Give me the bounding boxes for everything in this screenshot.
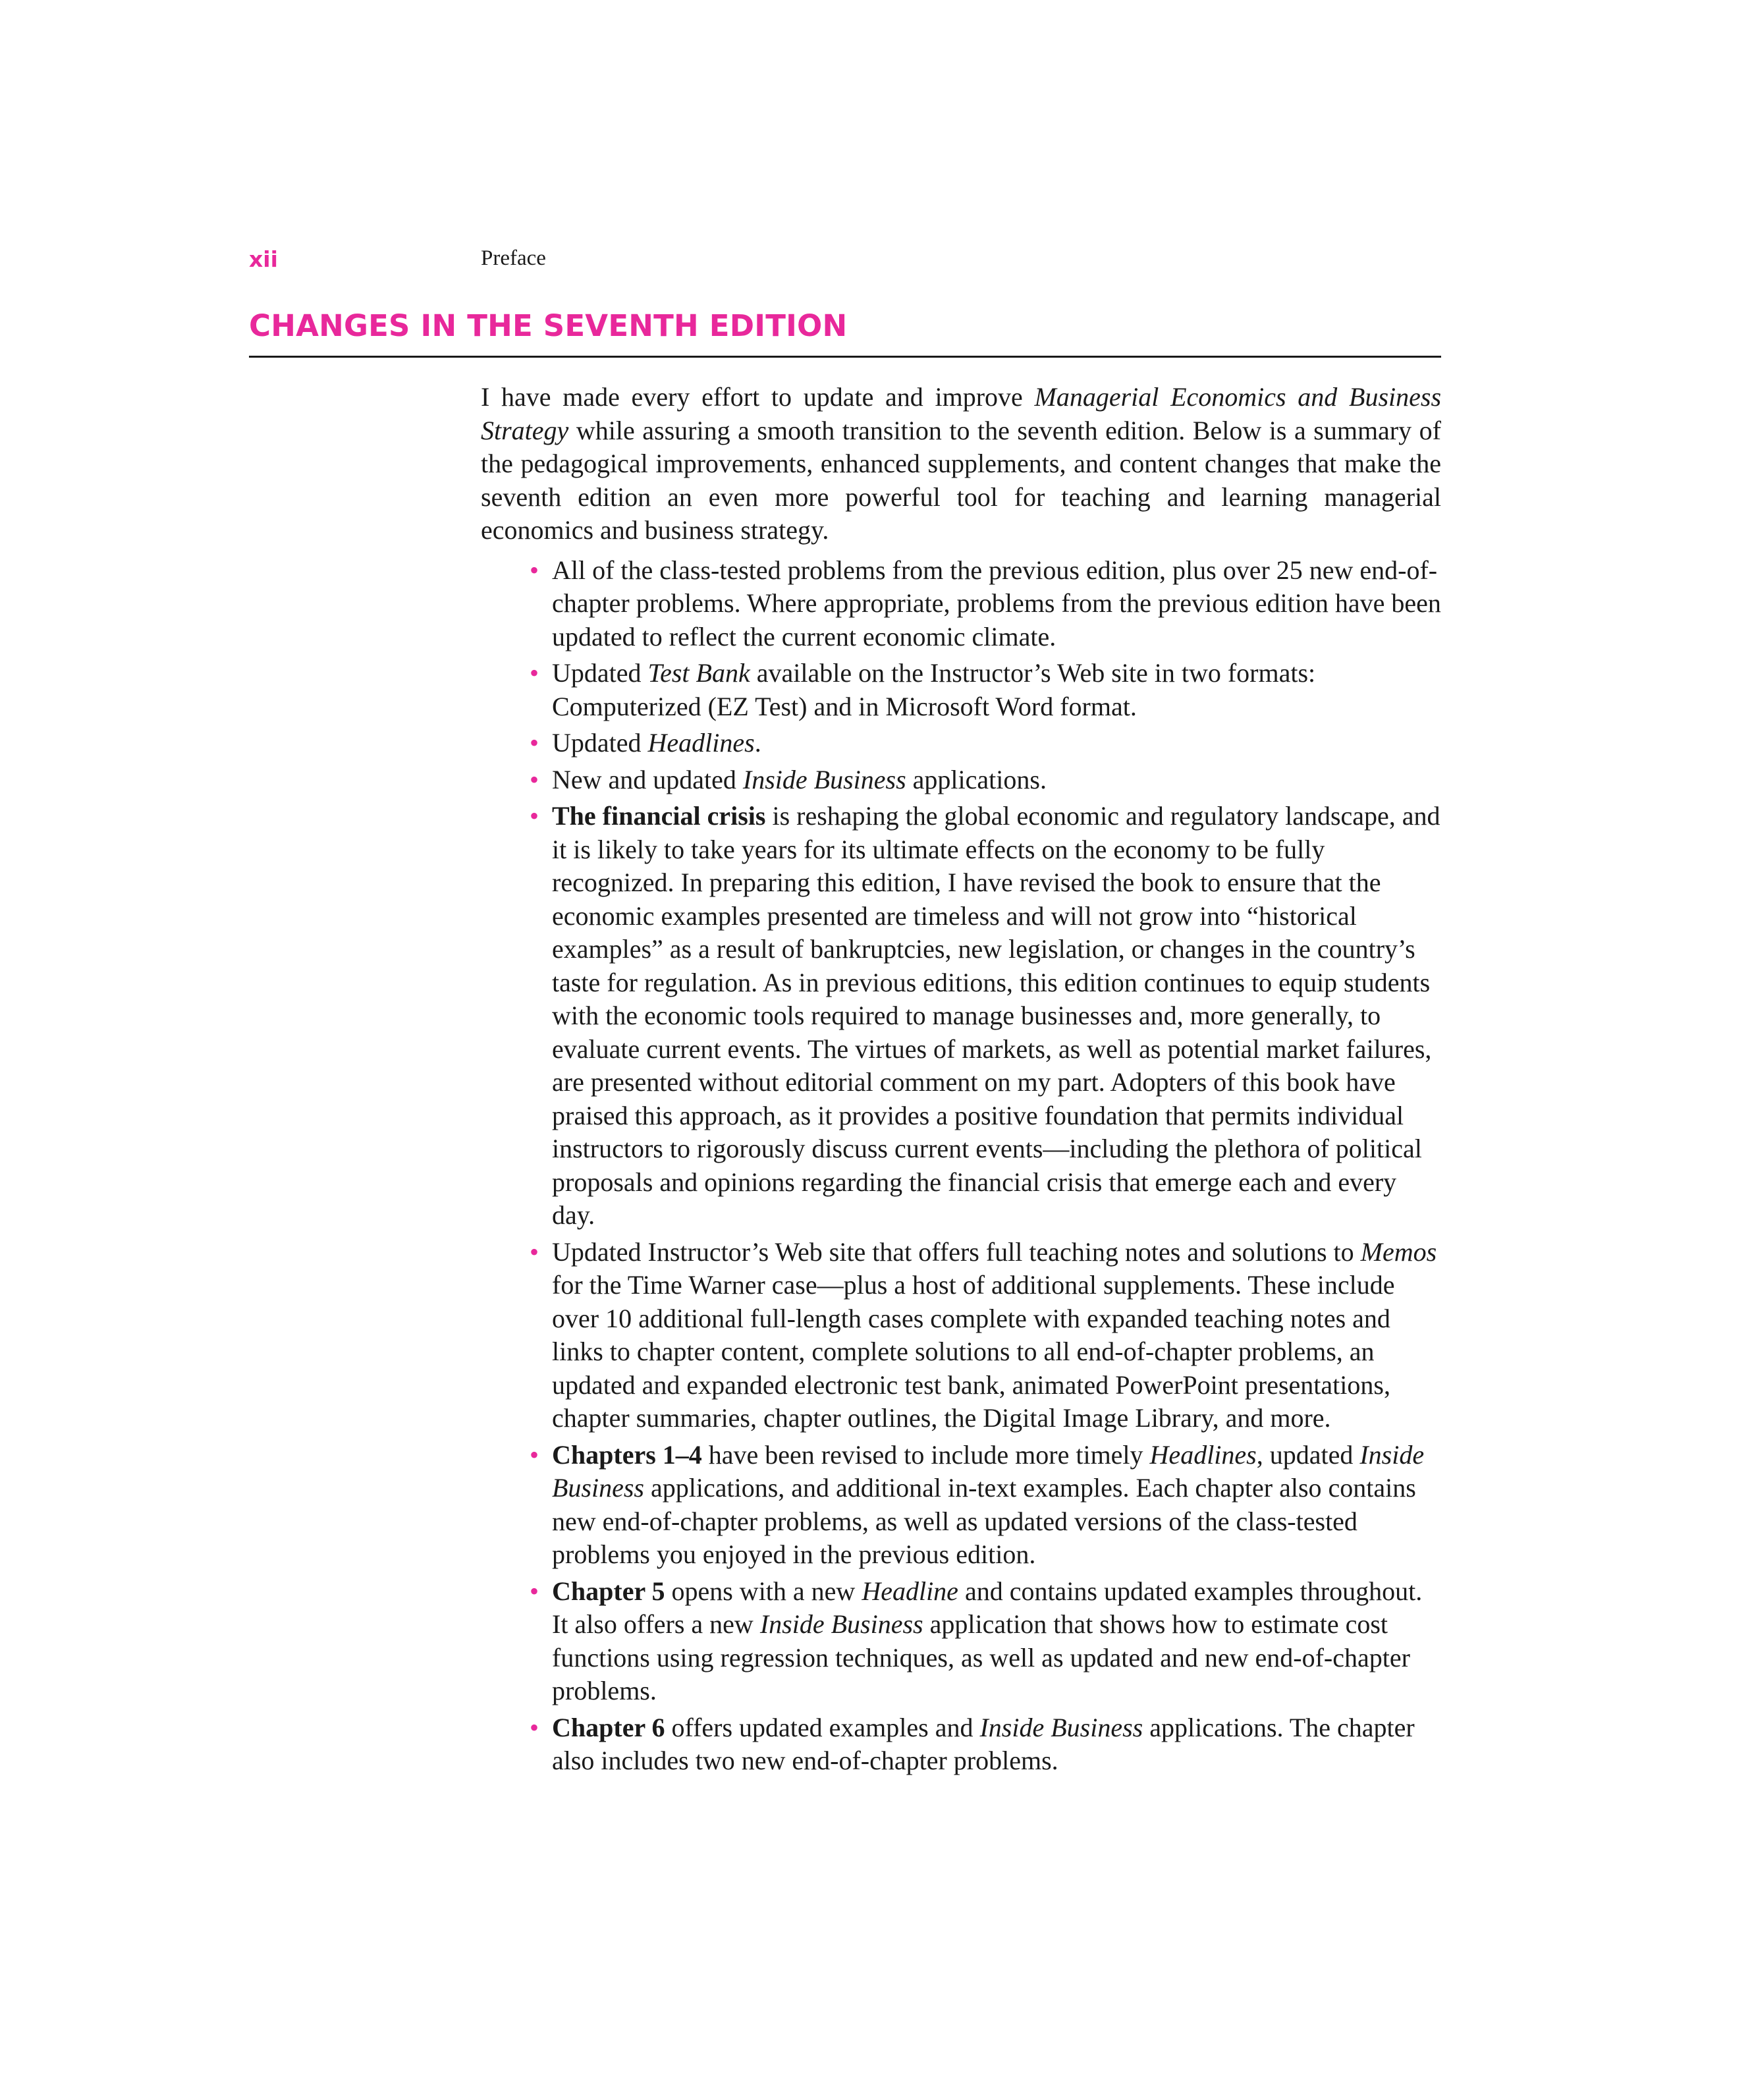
item-emphasis: Inside Business <box>552 1439 1425 1503</box>
item-emphasis: Inside Business <box>759 1609 923 1639</box>
bullet-icon: • <box>530 728 539 758</box>
page-number: xii <box>249 246 278 272</box>
item-emphasis: Headlines <box>647 728 755 758</box>
intro-text-1: I have made every effort to update and improve <box>481 382 1035 412</box>
bullet-icon: • <box>530 1236 539 1267</box>
item-emphasis: Memos <box>1360 1236 1437 1267</box>
list-item <box>530 800 1441 1232</box>
item-text: and contains updated examples throughout. It also offers a new <box>552 1576 1423 1639</box>
bullet-icon: • <box>530 1712 539 1742</box>
bullet-icon: • <box>530 555 539 585</box>
list-item <box>530 1439 1441 1572</box>
item-emphasis: Inside Business <box>979 1712 1143 1742</box>
item-text: available on the Instructor’s Web site in two formats: Computerized (EZ Test) and in Microsoft Word format. <box>552 658 1316 721</box>
item-lead: Chapter 6 <box>552 1712 665 1742</box>
item-text: offers updated examples and <box>665 1712 980 1742</box>
list-item <box>530 657 1441 723</box>
running-head <box>249 241 1448 281</box>
intro-paragraph <box>481 381 1441 547</box>
item-text: Updated <box>552 728 648 758</box>
intro-text-2: while assuring a smooth transition to the seventh edition. Below is a summary of the pedagogical improvements, enhanced supplements, and content changes that make the seventh edition an even more powerful tool for teaching and learning managerial economics and business strategy. <box>481 415 1441 545</box>
item-text: applications, and additional in-text examples. Each chapter also contains new end-of-chapter problems, as well as updated versions of the class-tested problems you enjoyed in the previous edition. <box>552 1473 1416 1569</box>
item-text: have been revised to include more timely <box>701 1439 1150 1470</box>
item-emphasis: Headline <box>862 1576 958 1606</box>
item-emphasis: Inside Business <box>742 764 906 794</box>
item-text: New and updated <box>552 764 743 794</box>
item-text: Updated Instructor’s Web site that offers full teaching notes and solutions to <box>552 1236 1361 1267</box>
item-text: Updated <box>552 658 648 688</box>
list-item <box>530 763 1441 797</box>
item-lead: Chapter 5 <box>552 1576 665 1606</box>
bullet-icon: • <box>530 1439 539 1470</box>
section-heading: CHANGES IN THE SEVENTH EDITION <box>249 308 848 343</box>
item-text: for the Time Warner case—plus a host of additional supplements. These include over 10 additional full-length cases complete with expanded teaching notes and links to chapter content, complete solutions to all end-of-chapter problems, an updated and expanded electronic test bank, animated PowerPoint presentations, chapter summaries, chapter outlines, the Digital Image Library, and more. <box>552 1270 1395 1433</box>
bullet-icon: • <box>530 764 539 794</box>
list-item <box>530 1575 1441 1708</box>
bullet-icon: • <box>530 801 539 831</box>
item-text: applications. <box>906 764 1047 794</box>
list-item <box>530 1711 1441 1778</box>
bullet-icon: • <box>530 658 539 688</box>
item-text: , updated <box>1256 1439 1360 1470</box>
heading-rule <box>249 356 1441 358</box>
item-text: application that shows how to estimate cost functions using regression techniques, as well as updated and new end-of-chapter problems. <box>552 1609 1410 1705</box>
item-text: All of the class-tested problems from the previous edition, plus over 25 new end-of-chapter problems. Where appropriate, problems from the previous edition have been updated to reflect the current economic climate. <box>552 555 1441 651</box>
list-item <box>530 727 1441 760</box>
item-text: is reshaping the global economic and regulatory landscape, and it is likely to take years for its ultimate effects on the economy to be fully recognized. In preparing this edition, I have revised the book to ensure that the economic examples presented are timeless and will not grow into “historical examples” as a result of bankruptcies, new legislation, or changes in the country’s taste for regulation. As in previous editions, this edition continues to equip students with the economic tools required to manage businesses and, more generally, to evaluate current events. The virtues of markets, as well as potential market failures, are presented without editorial comment on my part. Adopters of this book have praised this approach, as it provides a positive foundation that permits individual instructors to rigorously discuss current events—including the plethora of political proposals and opinions regarding the financial crisis that emerge each and every day. <box>552 801 1440 1230</box>
bullet-icon: • <box>530 1576 539 1606</box>
list-item <box>530 1236 1441 1435</box>
item-emphasis: Headlines <box>1149 1439 1257 1470</box>
item-text: . <box>754 728 761 758</box>
changes-list <box>481 554 1441 1778</box>
list-item <box>530 554 1441 654</box>
book-title: Managerial Economics and Business Strategy <box>481 382 1442 445</box>
item-lead: The financial crisis <box>552 801 766 831</box>
running-title: Preface <box>481 246 546 270</box>
item-lead: Chapters 1–4 <box>552 1439 702 1470</box>
item-text: opens with a new <box>665 1576 862 1606</box>
item-emphasis: Test Bank <box>647 658 750 688</box>
section-body <box>481 381 1441 1781</box>
item-text: applications. The chapter also includes two new end-of-chapter problems. <box>552 1712 1415 1775</box>
